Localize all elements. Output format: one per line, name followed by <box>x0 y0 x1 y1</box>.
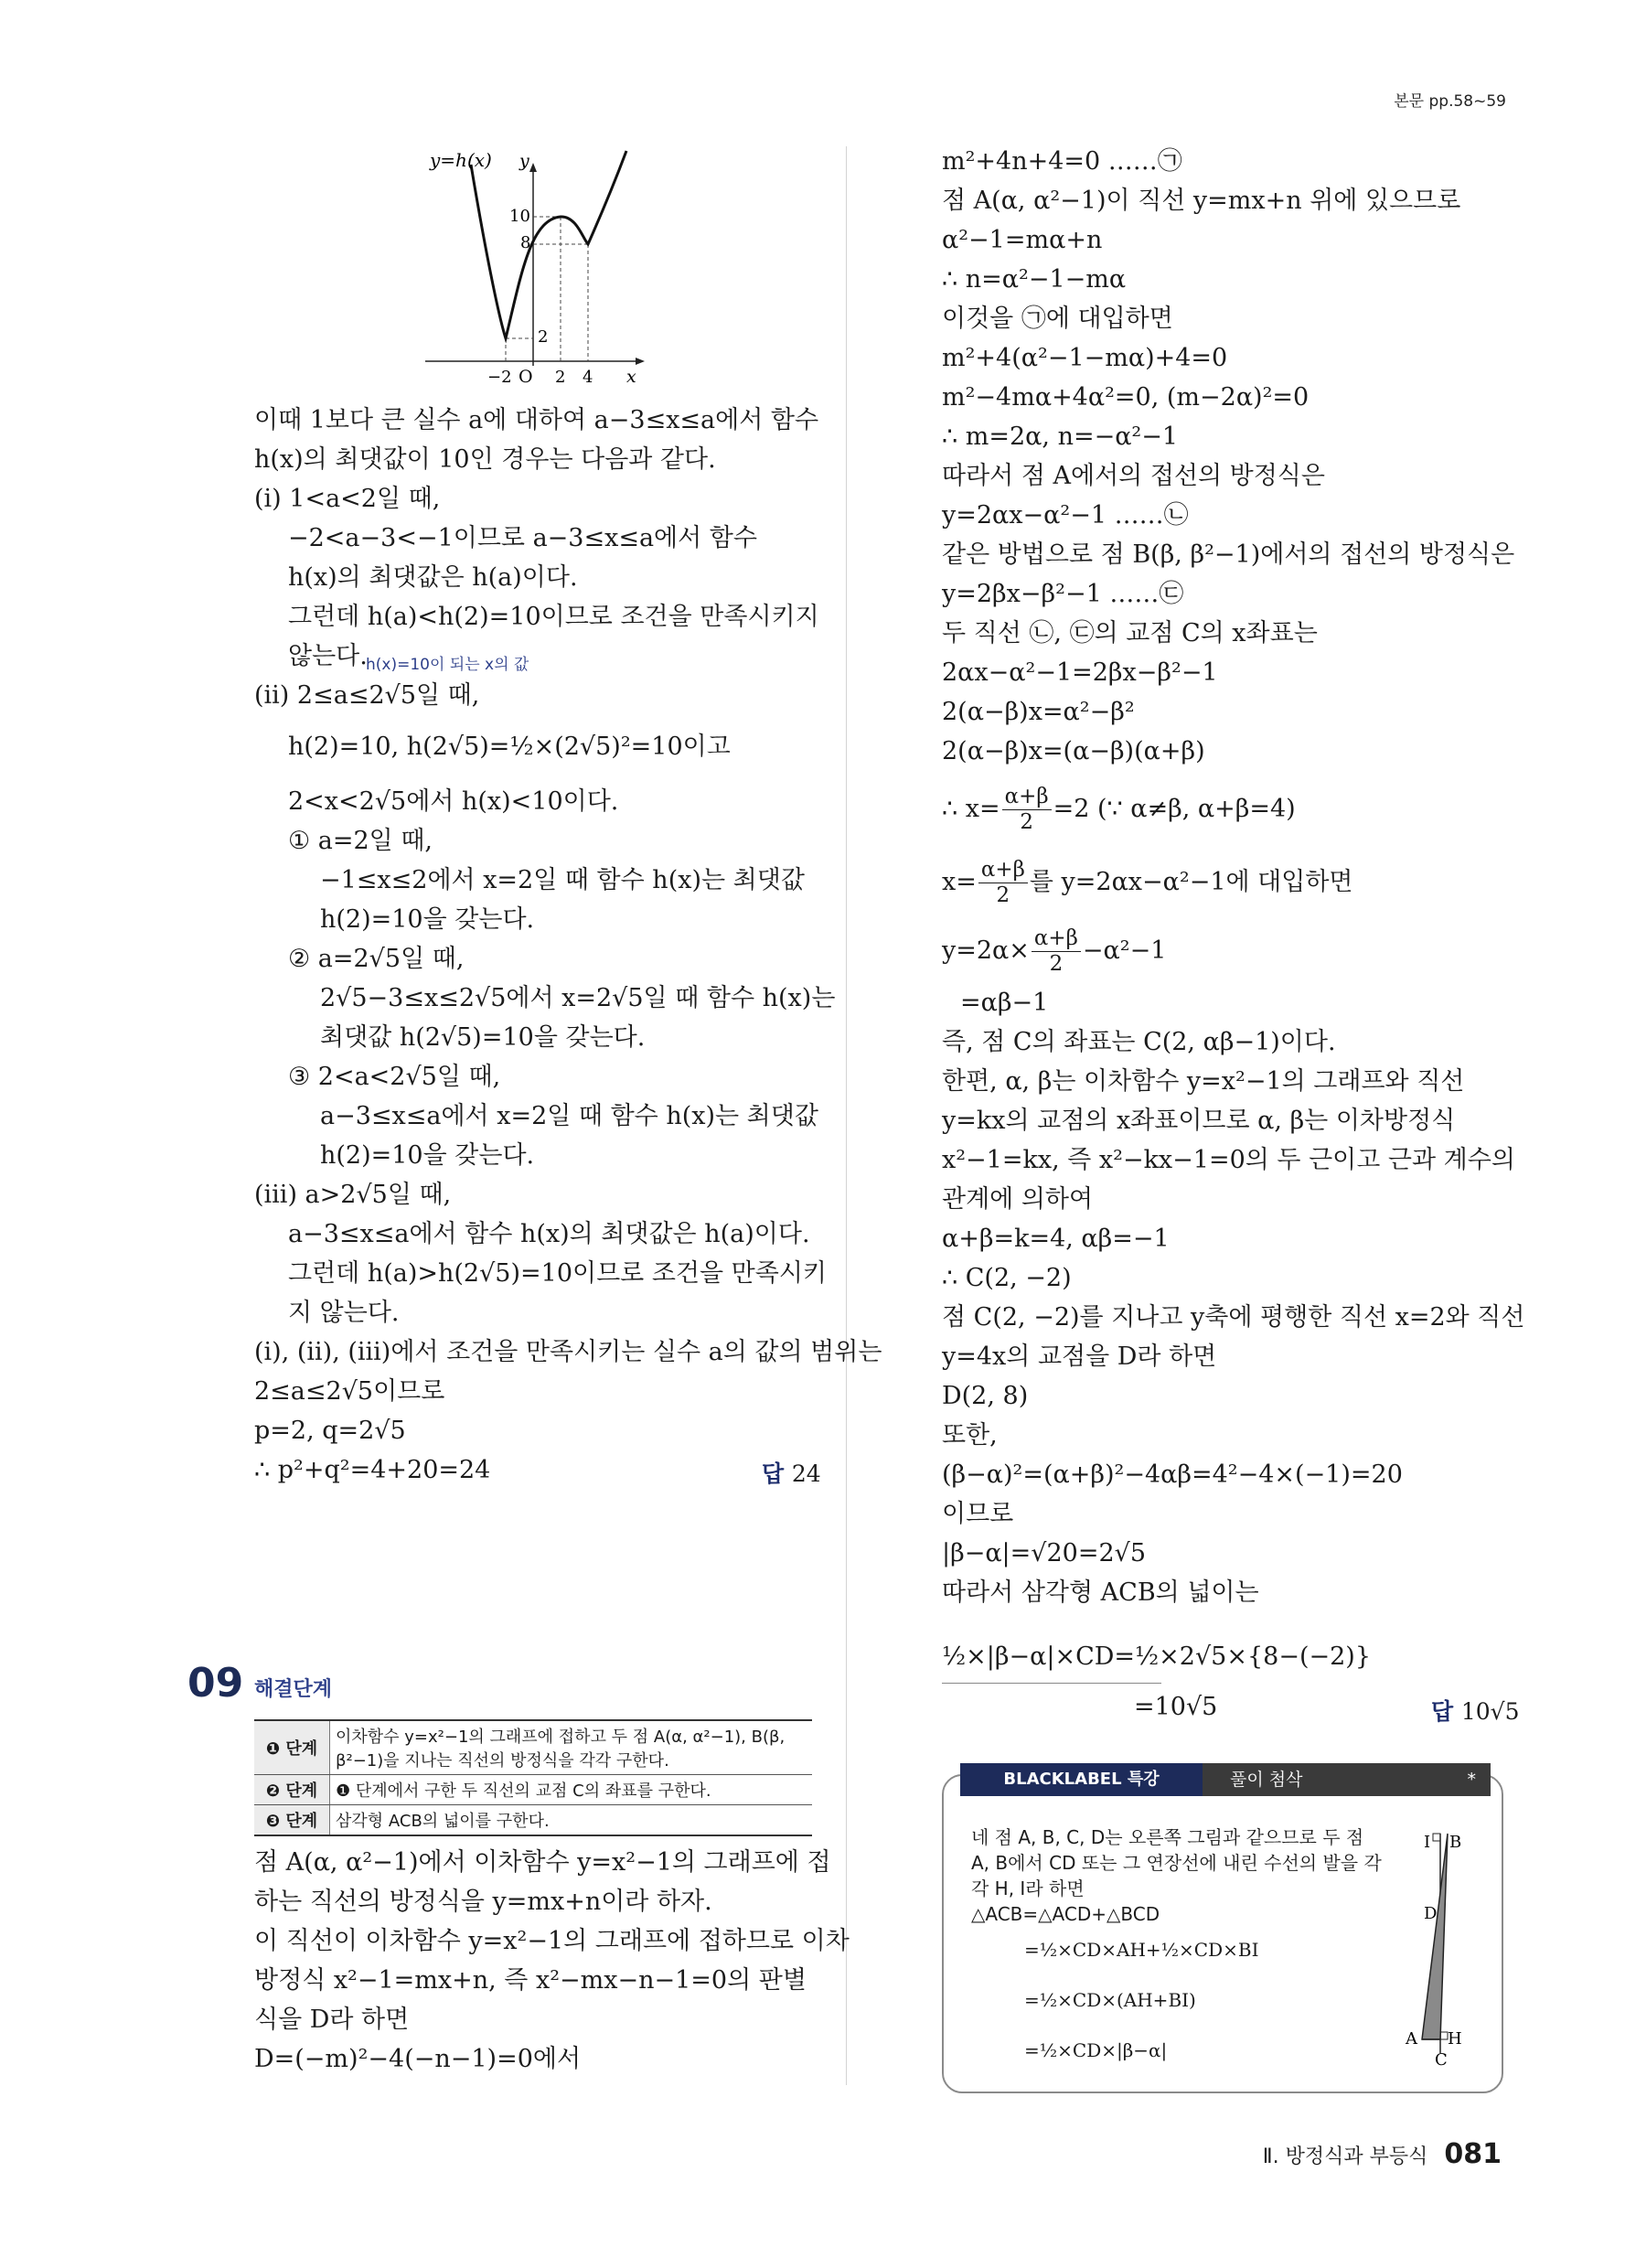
table-row <box>254 1805 812 1836</box>
fig-label-A: A <box>1406 2029 1417 2049</box>
star-icon: * <box>1467 1770 1476 1790</box>
text-line: m²−4mα+4α²=0, (m−2α)²=0 <box>942 383 1310 412</box>
text-line: ∴ C(2, −2) <box>942 1264 1072 1292</box>
text-line: 관계에 의하여 <box>942 1185 1094 1214</box>
frac-post: −α²−1 <box>1082 936 1167 965</box>
step-label: ❷ 단계 <box>254 1775 330 1805</box>
section-number: 09 <box>187 1660 244 1706</box>
text-line: ③ 2<a<2√5일 때, <box>288 1063 501 1091</box>
text-line: ½×|β−α|×CD=½×2√5×{8−(−2)} <box>942 1642 1372 1671</box>
answer-label: 답 <box>1431 1698 1454 1725</box>
text-line: (ⅱ) 2≤a≤2√5일 때, <box>254 681 480 710</box>
text-line: (ⅲ) a>2√5일 때, <box>254 1181 452 1209</box>
text-line: 이므로 <box>942 1500 1014 1528</box>
fraction <box>1002 786 1052 833</box>
fig-label-I: I <box>1424 1833 1431 1852</box>
text-line: y=2αx−α²−1 ……㉡ <box>942 501 1189 530</box>
steps-table <box>254 1719 812 1836</box>
fraction <box>1032 928 1081 975</box>
text-line: ∴ p²+q²=4+20=24 <box>254 1456 491 1484</box>
fig-label-C: C <box>1435 2050 1448 2067</box>
text-line: m²+4n+4=0 ……㉠ <box>942 147 1182 176</box>
text-line: D=(−m)²−4(−n−1)=0에서 <box>254 2045 582 2073</box>
text-line: 점 A(α, α²−1)이 직선 y=mx+n 위에 있으므로 <box>942 187 1461 215</box>
fig-label-D: D <box>1424 1904 1438 1923</box>
frac-pre: x= <box>942 867 977 896</box>
text-line: 2αx−α²−1=2βx−β²−1 <box>942 658 1218 687</box>
text-line: α+β=k=4, αβ=−1 <box>942 1225 1170 1253</box>
text-line: −2<a−3<−1이므로 a−3≤x≤a에서 함수 <box>288 524 757 552</box>
label-x: x <box>626 367 636 387</box>
text-line: y=2βx−β²−1 ……㉢ <box>942 580 1184 608</box>
text-line: 따라서 삼각형 ACB의 넓이는 <box>942 1578 1259 1607</box>
text-line: h(2)=10, h(2√5)=½×(2√5)²=10이고 <box>288 733 731 761</box>
page-reference: 본문 pp.58~59 <box>1394 92 1506 111</box>
tick-x-2: 2 <box>555 368 566 387</box>
answer-right <box>1431 1694 1520 1727</box>
text-line: ∴ n=α²−1−mα <box>942 265 1127 294</box>
text-line: 2(α−β)x=(α−β)(α+β) <box>942 737 1205 765</box>
tip-box-brand: BLACKLABEL 특강 <box>960 1763 1203 1796</box>
text-line: a−3≤x≤a에서 x=2일 때 함수 h(x)는 최댓값 <box>320 1102 818 1130</box>
frac-post: =2 (∵ α≠β, α+β=4) <box>1053 794 1296 823</box>
label-function: y=h(x) <box>430 149 492 171</box>
text-line: 그런데 h(a)<h(2)=10이므로 조건을 만족시키지 <box>288 603 819 631</box>
chapter-title: Ⅱ. 방정식과 부등식 <box>1262 2145 1428 2168</box>
text-line: α²−1=mα+n <box>942 226 1103 254</box>
step-text: ❶ 단계에서 구한 두 직선의 교점 C의 좌표를 구한다. <box>330 1775 813 1805</box>
tick-y-10: 10 <box>509 207 530 226</box>
text-line: h(x)의 최댓값이 10인 경우는 다음과 같다. <box>254 445 716 474</box>
frac-pre: y=2α× <box>942 936 1030 965</box>
text-line: 2√5−3≤x≤2√5에서 x=2√5일 때 함수 h(x)는 <box>320 984 836 1012</box>
section-title: 해결단계 <box>254 1678 333 1701</box>
text-line: 하는 직선의 방정식을 y=mx+n이라 하자. <box>254 1888 712 1916</box>
text-line: ① a=2일 때, <box>288 827 433 855</box>
box-text-line: 각 H, I라 하면 <box>971 1878 1085 1899</box>
text-line: 따라서 점 A에서의 접선의 방정식은 <box>942 462 1325 490</box>
text-line: a−3≤x≤a에서 함수 h(x)의 최댓값은 h(a)이다. <box>288 1220 810 1248</box>
frac-pre: ∴ x= <box>942 794 1000 823</box>
text-line: 식을 D라 하면 <box>254 2006 410 2034</box>
frac-den: 2 <box>1049 951 1064 976</box>
text-line: 이것을 ㉠에 대입하면 <box>942 305 1173 333</box>
answer-value: 10√5 <box>1460 1698 1520 1725</box>
fraction <box>978 860 1028 906</box>
page-footer <box>1263 2138 1502 2170</box>
table-row <box>254 1775 812 1805</box>
frac-num: α+β <box>978 860 1028 883</box>
fig-label-B: B <box>1449 1833 1462 1852</box>
text-line: h(2)=10을 갖는다. <box>320 1141 535 1170</box>
frac-num: α+β <box>1002 786 1052 810</box>
tick-y-2: 2 <box>538 327 549 347</box>
fraction-line <box>942 860 1353 906</box>
tick-x-4: 4 <box>583 368 593 387</box>
box-math-line: =½×CD×AH+½×CD×BI <box>1024 1939 1259 1961</box>
text-line: y=kx의 교점의 x좌표이므로 α, β는 이차방정식 <box>942 1107 1456 1135</box>
triangle-figure <box>1395 1820 1486 2067</box>
text-line: h(x)의 최댓값은 h(a)이다. <box>288 563 578 592</box>
text-line: 이때 1보다 큰 실수 a에 대하여 a−3≤x≤a에서 함수 <box>254 406 819 434</box>
text-line: (ⅰ), (ⅱ), (ⅲ)에서 조건을 만족시키는 실수 a의 값의 범위는 <box>254 1338 882 1366</box>
separator <box>942 1683 1161 1684</box>
table-row <box>254 1720 812 1775</box>
box-math-line: =½×CD×(AH+BI) <box>1024 1989 1196 2011</box>
text-line: 방정식 x²−1=mx+n, 즉 x²−mx−n−1=0의 판별 <box>254 1966 807 1995</box>
frac-post: 를 y=2αx−α²−1에 대입하면 <box>1029 867 1353 896</box>
page-number: 081 <box>1444 2138 1502 2170</box>
text-line: 그런데 h(a)>h(2√5)=10이므로 조건을 만족시키 <box>288 1259 827 1288</box>
text-line: x²−1=kx, 즉 x²−kx−1=0의 두 근이고 근과 계수의 <box>942 1146 1515 1174</box>
text-line: y=4x의 교점을 D라 하면 <box>942 1343 1217 1371</box>
text-line: 한편, α, β는 이차함수 y=x²−1의 그래프와 직선 <box>942 1067 1465 1096</box>
step-text: 이차함수 y=x²−1의 그래프에 접하고 두 점 A(α, α²−1), B(β, β²−1)을 지나는 직선의 방정식을 각각 구한다. <box>330 1720 813 1775</box>
tip-box-title <box>1203 1763 1491 1796</box>
fraction-line <box>942 928 1166 975</box>
text-line: 두 직선 ㉡, ㉢의 교점 C의 x좌표는 <box>942 619 1318 647</box>
answer-value: 24 <box>791 1460 821 1487</box>
text-line: 2(α−β)x=α²−β² <box>942 698 1135 726</box>
text-line: p=2, q=2√5 <box>254 1417 406 1445</box>
text-line: (β−α)²=(α+β)²−4αβ=4²−4×(−1)=20 <box>942 1460 1403 1489</box>
text-line: 이 직선이 이차함수 y=x²−1의 그래프에 접하므로 이차 <box>254 1927 850 1955</box>
text-line: 같은 방법으로 점 B(β, β²−1)에서의 접선의 방정식은 <box>942 540 1515 569</box>
box-text-line: △ACB=△ACD+△BCD <box>971 1903 1160 1925</box>
box-text-line: 네 점 A, B, C, D는 오른쪽 그림과 같으므로 두 점 <box>971 1826 1364 1848</box>
fig-label-H: H <box>1448 2029 1462 2049</box>
annotation-note: h(x)=10이 되는 x의 값 <box>366 656 529 674</box>
step-text: 삼각형 ACB의 넓이를 구한다. <box>330 1805 813 1836</box>
text-line: 않는다. <box>288 642 368 670</box>
frac-den: 2 <box>1020 809 1033 834</box>
text-line: =10√5 <box>1134 1693 1218 1721</box>
tick-x-neg2: −2 <box>487 368 512 387</box>
text-line: 2<x<2√5에서 h(x)<10이다. <box>288 787 619 816</box>
text-line: |β−α|=√20=2√5 <box>942 1539 1147 1567</box>
answer-left <box>762 1456 821 1489</box>
text-line: h(2)=10을 갖는다. <box>320 905 535 934</box>
text-line: (ⅰ) 1<a<2일 때, <box>254 485 441 513</box>
step-label: ❸ 단계 <box>254 1805 330 1836</box>
text-line: =αβ−1 <box>960 989 1049 1017</box>
label-origin: O <box>519 367 533 387</box>
text-line: 지 않는다. <box>288 1299 400 1327</box>
text-line: −1≤x≤2에서 x=2일 때 함수 h(x)는 최댓값 <box>320 866 805 894</box>
answer-label: 답 <box>762 1460 785 1487</box>
text-line: 즉, 점 C의 좌표는 C(2, αβ−1)이다. <box>942 1028 1336 1056</box>
text-line: ∴ m=2α, n=−α²−1 <box>942 423 1179 451</box>
text-line: ② a=2√5일 때, <box>288 945 465 973</box>
text-line: 점 A(α, α²−1)에서 이차함수 y=x²−1의 그래프에 접 <box>254 1848 831 1877</box>
y-axis <box>529 163 537 366</box>
box-text-line: A, B에서 CD 또는 그 연장선에 내린 수선의 발을 각 <box>971 1852 1382 1874</box>
function-graph <box>407 146 645 393</box>
box-math-line: =½×CD×|β−α| <box>1024 2039 1168 2061</box>
label-y: y <box>519 151 529 171</box>
text-line: 2≤a≤2√5이므로 <box>254 1377 445 1406</box>
frac-num: α+β <box>1032 928 1081 952</box>
text-line: 점 C(2, −2)를 지나고 y축에 평행한 직선 x=2와 직선 <box>942 1303 1525 1332</box>
frac-den: 2 <box>996 883 1010 907</box>
column-divider <box>846 146 847 2085</box>
text-line: D(2, 8) <box>942 1382 1029 1410</box>
fraction-line <box>942 786 1296 833</box>
text-line: 최댓값 h(2√5)=10을 갖는다. <box>320 1023 646 1052</box>
tip-box-title-text: 풀이 첨삭 <box>1230 1770 1303 1790</box>
step-label: ❶ 단계 <box>254 1720 330 1775</box>
tick-y-8: 8 <box>520 233 531 252</box>
x-axis <box>425 358 645 365</box>
text-line: 또한, <box>942 1421 998 1450</box>
text-line: m²+4(α²−1−mα)+4=0 <box>942 344 1228 372</box>
